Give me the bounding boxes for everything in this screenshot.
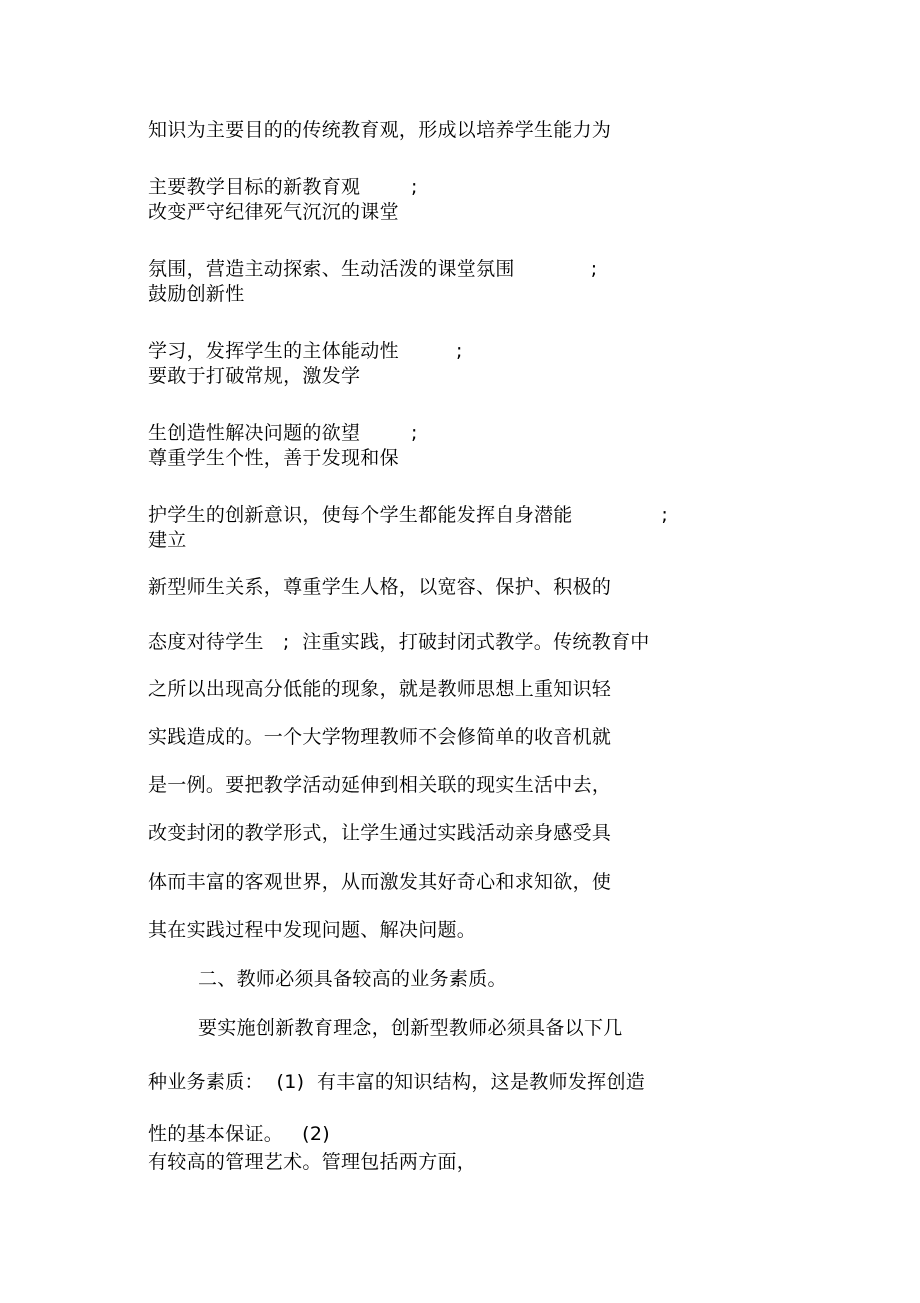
text-line-23: 性的基本保证。 (2) <box>148 1123 330 1145</box>
section-heading: 二、教师必须具备较高的业务素质。 <box>198 968 507 990</box>
text-line-2: 主要教学目标的新教育观 ; <box>148 176 418 198</box>
text-line-17: 改变封闭的教学形式，让学生通过实践活动亲身感受具 <box>148 822 612 844</box>
text-line-15: 实践造成的。一个大学物理教师不会修简单的收音机就 <box>148 726 612 748</box>
text-line-19: 其在实践过程中发现问题、解决问题。 <box>148 919 477 941</box>
text-line-6: 学习，发挥学生的主体能动性 ; <box>148 340 463 362</box>
text-line-18: 体而丰富的客观世界，从而激发其好奇心和求知欲，使 <box>148 871 612 893</box>
text-line-11: 建立 <box>148 529 187 551</box>
text-line-4: 氛围，营造主动探索、生动活泼的课堂氛围 ; <box>148 258 598 280</box>
text-line-21: 要实施创新教育理念，创新型教师必须具备以下几 <box>198 1017 623 1039</box>
text-line-14: 之所以出现高分低能的现象，就是教师思想上重知识轻 <box>148 678 612 700</box>
text-line-3: 改变严守纪律死气沉沉的课堂 <box>148 201 399 223</box>
text-line-7: 要敢于打破常规，激发学 <box>148 365 361 387</box>
text-line-5: 鼓励创新性 <box>148 283 245 305</box>
text-line-9: 尊重学生个性，善于发现和保 <box>148 447 399 469</box>
text-line-22: 种业务素质： (1) 有丰富的知识结构，这是教师发挥创造 <box>148 1071 646 1093</box>
text-line-24: 有较高的管理艺术。管理包括两方面， <box>148 1151 477 1173</box>
text-line-16: 是一例。要把教学活动延伸到相关联的现实生活中去， <box>148 774 612 796</box>
text-line-1: 知识为主要目的的传统教育观，形成以培养学生能力为 <box>148 119 612 141</box>
text-line-12: 新型师生关系，尊重学生人格，以宽容、保护、积极的 <box>148 576 612 598</box>
text-line-10: 护学生的创新意识，使每个学生都能发挥自身潜能 ; <box>148 504 669 526</box>
text-line-13: 态度对待学生 ; 注重实践，打破封闭式教学。传统教育中 <box>148 631 650 653</box>
text-line-8: 生创造性解决问题的欲望 ; <box>148 422 418 444</box>
